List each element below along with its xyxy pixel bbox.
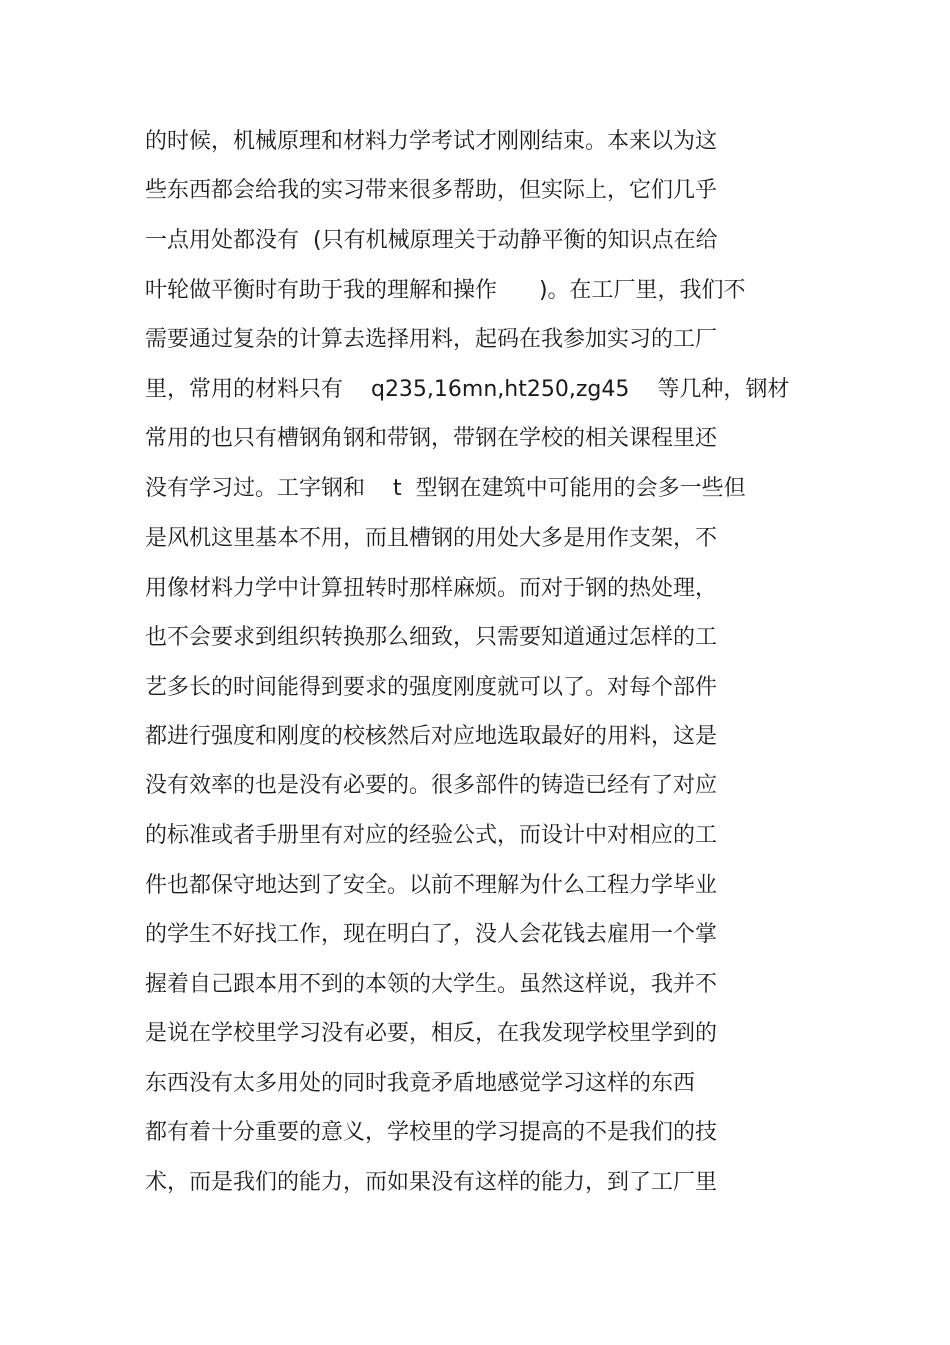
text-line: 些东西都会给我的实习带来很多帮助，但实际上，它们几乎 [145,178,718,203]
text-line: 叶轮做平衡时有助于我的理解和操作 )。在工厂里，我们不 [145,278,746,303]
text-line: 都有着十分重要的意义，学校里的学习提高的不是我们的技 [145,1120,718,1145]
text-line: 都进行强度和刚度的校核然后对应地选取最好的用料，这是 [145,724,718,749]
text-line: 没有效率的也是没有必要的。很多部件的铸造已经有了对应 [145,773,718,798]
text-line: 的时候，机械原理和材料力学考试才刚刚结束。本来以为这 [145,129,718,154]
text-line: 的标准或者手册里有对应的经验公式，而设计中对相应的工 [145,823,718,848]
text-line: 件也都保守地达到了安全。以前不理解为什么工程力学毕业 [145,873,718,898]
text-line: 是风机这里基本不用，而且槽钢的用处大多是用作支架，不 [145,526,718,551]
text-line: 需要通过复杂的计算去选择用料，起码在我参加实习的工厂 [145,327,718,352]
text-line: 常用的也只有槽钢角钢和带钢，带钢在学校的相关课程里还 [145,426,718,451]
text-line: 也不会要求到组织转换那么细致，只需要知道通过怎样的工 [145,625,718,650]
text-line: 里，常用的材料只有 q235,16mn,ht250,zg45 等几种，钢材 [145,377,790,402]
text-line: 一点用处都没有 (只有机械原理关于动静平衡的知识点在给 [145,228,718,253]
text-line: 术，而是我们的能力，而如果没有这样的能力，到了工厂里 [145,1170,718,1195]
text-line: 的学生不好找工作，现在明白了，没人会花钱去雇用一个掌 [145,922,718,947]
text-line: 握着自己跟本用不到的本领的大学生。虽然这样说，我并不 [145,972,718,997]
text-line: 东西没有太多用处的同时我竟矛盾地感觉学习这样的东西 [145,1071,696,1096]
text-line: 艺多长的时间能得到要求的强度刚度就可以了。对每个部件 [145,675,718,700]
text-line: 没有学习过。工字钢和 t 型钢在建筑中可能用的会多一些但 [145,476,746,501]
text-line: 是说在学校里学习没有必要，相反，在我发现学校里学到的 [145,1021,718,1046]
text-line: 用像材料力学中计算扭转时那样麻烦。而对于钢的热处理， [145,576,718,601]
